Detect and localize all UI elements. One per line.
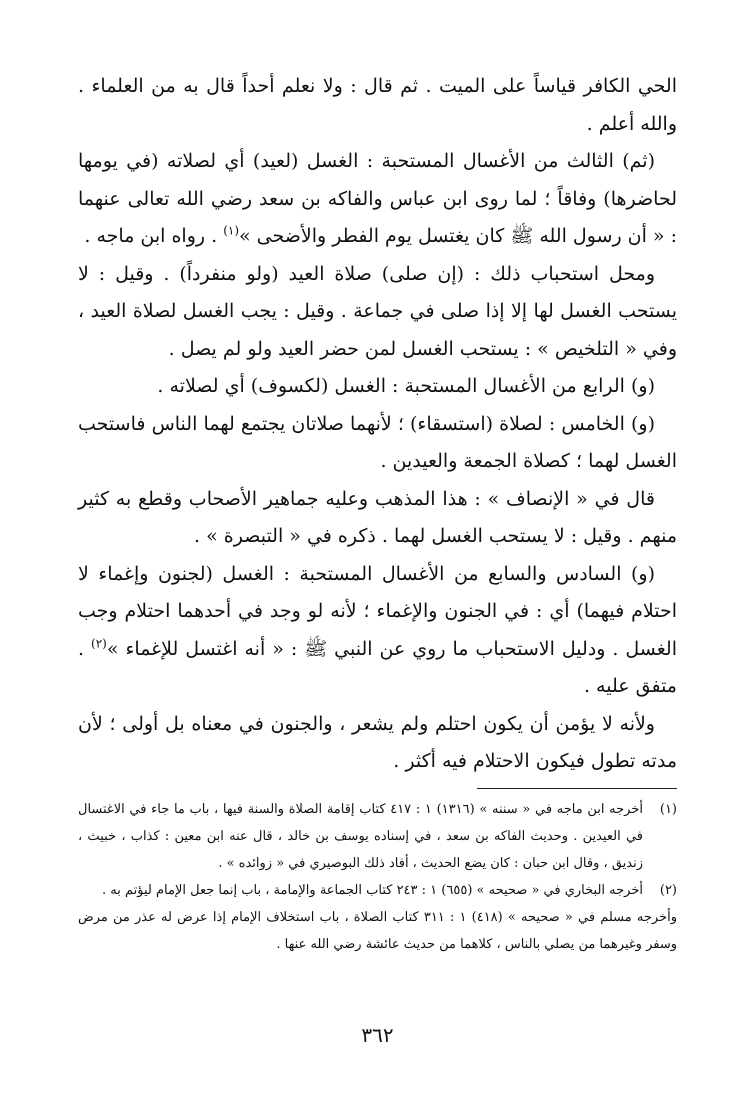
paragraph <box>78 406 677 481</box>
paragraph <box>78 143 677 256</box>
paragraph-text-end: . متفق عليه . <box>78 637 677 697</box>
footnote-continuation: وأخرجه مسلم في « صحيحه » (٤١٨) ١ : ٣١١ كتاب الصلاة ، باب استخلاف الإمام إذا عرض له عذر من مرض وسفر وغيرهما من يصلي بالناس ، كلاهما من حديث عائشة رضي الله عنها . <box>78 910 677 952</box>
footnote-number: (٢) <box>659 883 677 898</box>
paragraph-text: (ثم) الثالث من الأغسال المستحبة : الغسل (لعيد) أي لصلاته (في يومها لحاضرها) وفاقاً ؛ لما روى ابن عباس والفاكه بن سعد رضي الله تعالى عنهما : « أن رسول الله ﷺ كان يغتسل يوم الفطر والأضحى » <box>78 150 677 247</box>
paragraph-text: قال في « الإنصاف » : هذا المذهب وعليه جماهير الأصحاب وقطع به كثير منهم . وقيل : لا يستحب الغسل لهما . ذكره في « التبصرة » . <box>78 487 677 547</box>
paragraph <box>78 556 677 706</box>
paragraph <box>78 481 677 556</box>
paragraph <box>78 368 677 406</box>
paragraph <box>78 256 677 369</box>
paragraph-text: (و) السادس والسابع من الأغسال المستحبة : الغسل (لجنون وإغماء لا احتلام فيهما) أي : في الجنون والإغماء ؛ لأنه لو وجد في أحدهما احتلام وجب الغسل . ودليل الاستحباب ما روي عن النبي ﷺ : « أنه اغتسل للإغماء » <box>78 562 677 660</box>
footnote <box>78 877 677 904</box>
footnote-text: أخرجه البخاري في « صحيحه » (٦٥٥) ١ : ٢٤٣ كتاب الجماعة والإمامة ، باب إنما جعل الإمام ليؤتم به . <box>102 883 643 898</box>
paragraph-text: ولأنه لا يؤمن أن يكون احتلم ولم يشعر ، والجنون في معناه بل أولى ؛ لأن مدته تطول فيكون الاحتلام فيه أكثر . <box>78 712 677 772</box>
paragraph <box>78 68 677 143</box>
main-text <box>78 68 677 781</box>
footnote-text: أخرجه ابن ماجه في « سننه » (١٣١٦) ١ : ٤١٧ كتاب إقامة الصلاة والسنة فيها ، باب ما جاء في الاغتسال في العيدين . وحديث الفاكه بن سعد ، في إسناده يوسف بن خالد ، قال عنه ابن معين : كذاب ، خبيث ، زنديق ، وقال ابن حبان : كان يضع الحديث ، أفاد ذلك البوصيري في « زوائده » . <box>78 802 643 871</box>
paragraph-text-end: . رواه ابن ماجه . <box>84 225 224 247</box>
paragraph <box>78 706 677 781</box>
paragraph-text: الحي الكافر قياساً على الميت . ثم قال : ولا نعلم أحداً قال به من العلماء . والله أعلم . <box>78 75 677 135</box>
footnotes <box>78 796 677 958</box>
footnote-divider <box>477 788 677 789</box>
paragraph-text: ومحل استحباب ذلك : (إن صلى) صلاة العيد (ولو منفرداً) . وقيل : لا يستحب الغسل لها إلا إذا صلى في جماعة . وقيل : يجب الغسل لصلاة العيد ، وفي « التلخيص » : يستحب الغسل لمن حضر العيد ولو لم يصل . <box>78 262 677 360</box>
footnote-ref: (١) <box>223 223 240 238</box>
footnote-ref: (٢) <box>91 636 107 651</box>
page-number: ٣٦٢ <box>361 1023 394 1047</box>
footnote <box>78 796 677 877</box>
paragraph-text: (و) الخامس : لصلاة (استسقاء) ؛ لأنهما صلاتان يجتمع لهما الناس فاستحب الغسل لهما ؛ كصلاة الجمعة والعيدين . <box>78 412 677 472</box>
footnote-number: (١) <box>659 802 677 817</box>
paragraph-text: (و) الرابع من الأغسال المستحبة : الغسل (لكسوف) أي لصلاته . <box>157 375 655 397</box>
